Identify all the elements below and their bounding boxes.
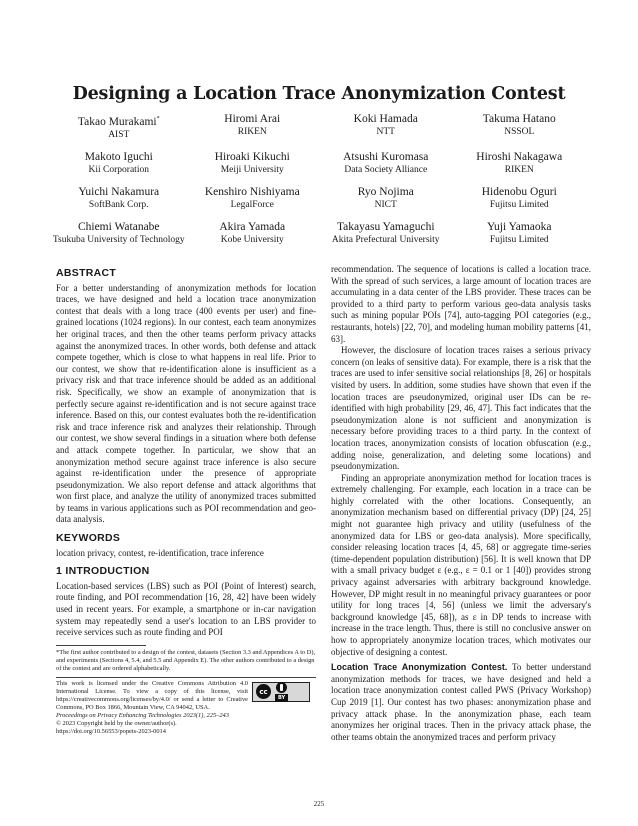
author-name: Takao Murakami: [77, 115, 157, 128]
copyright-line: © 2023 Copyright held by the owner/author(s).: [56, 719, 177, 727]
author: [186, 113, 320, 142]
author-affiliation: RIKEN: [237, 127, 267, 137]
keywords-text: location privacy, contest, re-identification, trace inference: [56, 547, 264, 558]
author-row: [52, 151, 586, 177]
left-column: [56, 264, 316, 736]
author: [453, 113, 587, 142]
footnote: *The first author contributed to a design of the contest, datasets (Section 3.3 and Appendices A to D), and experiments (Sections 4, 5.4, and 5.5 and Appendix E). The other authors contributed to a design of the contest and are ordered alphabetically.: [56, 648, 316, 672]
author: [319, 221, 453, 247]
author-affiliation: Kii Corporation: [88, 164, 149, 175]
body-paragraph: However, the disclosure of location traces raises a serious privacy concern (on leaks of sensitive data). For example, there is a risk that the traces are used to infer sensitive social relationships [8, 26] or hospitals visited by users. In addition, some studies have shown that even if the location traces are pseudonymized, original user IDs can be re-identified with high probability [29, 46, 47]. This fact indicates that the pseudonymization alone is not sufficient and anonymization is necessary before providing traces to a third party. In the context of location traces, anonymization consists of location obfuscation (e.g., adding noise, generalization, and deleting some locations) and pseudonymization.: [331, 345, 591, 472]
author-row: [52, 113, 586, 142]
author-affiliation: Kobe University: [220, 234, 284, 245]
introduction-paragraph: Location-based services (LBS) such as POI (Point of Interest) search, route finding, and POI recommendation [16, 28, 42] have been widely used in recent years. For example, a smartphone or in-car navigation system may repeatedly send a user's location to an LBS provider to receive services such as route finding and POI: [56, 580, 316, 638]
author-name: Takayasu Yamaguchi: [336, 220, 435, 233]
license-block: [56, 677, 316, 736]
author: [453, 186, 587, 212]
footnote-divider: [56, 645, 146, 646]
by-label: BY: [275, 694, 288, 702]
author: [319, 186, 453, 212]
license-text: This work is licensed under the Creative Commons Attribution 4.0 International License. To view a copy of this license, visit https://creativecommons.org/licenses/by/4.0/ or send a letter to Creative Commons, PO Box 1866, Mountain View, CA 94042, USA.: [56, 679, 248, 711]
author-affiliation: Tsukuba University of Technology: [52, 234, 185, 245]
author-name: Hiroaki Kikuchi: [214, 150, 290, 163]
creative-commons-icon: cc: [256, 684, 271, 699]
author-name: Takuma Hatano: [482, 113, 556, 125]
run-in-heading: Location Trace Anonymization Contest.: [331, 662, 508, 673]
author-affiliation: NTT: [376, 127, 395, 137]
author-name: Hiroshi Nakagawa: [476, 150, 563, 163]
introduction-heading: 1 INTRODUCTION: [56, 565, 150, 578]
doi-link[interactable]: https://doi.org/10.56553/popets-2023-0014: [56, 727, 166, 735]
author-affiliation: AIST: [108, 129, 130, 140]
author: [52, 113, 186, 142]
author-name: Akira Yamada: [219, 220, 286, 233]
author: [186, 186, 320, 212]
contest-paragraph: [331, 662, 591, 743]
journal-line: Proceedings on Privacy Enhancing Technologies 2023(1), 225–243: [56, 711, 229, 719]
keywords-heading: KEYWORDS: [56, 532, 121, 545]
author-affiliation: SoftBank Corp.: [88, 199, 149, 210]
author: [52, 221, 186, 247]
author: [52, 151, 186, 177]
author-mark: *: [156, 116, 160, 122]
author-name: Kenshiro Nishiyama: [204, 185, 300, 198]
author-affiliation: Data Society Alliance: [344, 164, 428, 175]
cc-by-badge: [252, 682, 310, 702]
page-number: 225: [313, 800, 325, 808]
author: [319, 113, 453, 142]
author-affiliation: Meiji University: [220, 164, 284, 175]
abstract-text: For a better understanding of anonymization methods for location traces, we have designed and held a location trace anonymization contest that deals with a long trace (400 events per user) and fine-grained locations (1024 regions). In our contest, each team anonymizes her original traces, and then the other teams perform privacy attacks against the anonymized traces. In other words, both defense and attack compete together, which is close to what happens in real life. Prior to our contest, we show that re-identification alone is insufficient as a privacy risk and that trace inference should be added as an additional risk. Specifically, we show an example of anonymization that is perfectly secure against re-identification and is not secure against trace inference. Based on this, our contest evaluates both the re-identification risk and trace inference risk and analyzes their relationship. Through our contest, we show several findings in a situation where both defense and attack compete together. In particular, we show that an anonymization method secure against trace inference is also secure against re-identification under the presence of appropriate pseudonymization. We also report defense and attack algorithms that won first place, and analyze the utility of anonymized traces submitted by teams in various applications such as POI recommendation and geo-data analysis.: [56, 282, 316, 525]
body-paragraph: Finding an appropriate anonymization method for location traces is extremely challenging. For example, each location in a trace can be highly correlated with the other locations. Consequently, an anonymization mechanism based on differential privacy (DP) [24, 25] might not guarantee high privacy and utility (usefulness of the anonymized data for LBS or geo-data analysis). More specifically, consider releasing location traces [4, 45, 68] or aggregate time-series (time-dependent population distribution) [56]. It is well known that DP with a small privacy budget ε (e.g., ε = 0.1 or 1 [40]) provides strong privacy against adversaries with arbitrary background knowledge. However, DP might result in no meaningful privacy guarantees or poor utility for long traces [4, 56] (unless we limit the adversary's background knowledge [45, 68]), as ε in DP tends to increase with increase in the trace length. Thus, there is still no conclusive answer on how to appropriately anonymize location traces, which motivates our objective of designing a contest.: [331, 472, 591, 657]
author-affiliation: LegalForce: [230, 199, 274, 210]
right-column: [331, 264, 591, 743]
author-row: [52, 221, 586, 247]
author-affiliation: RIKEN: [504, 164, 534, 175]
author-affiliation: Akita Prefectural University: [331, 234, 440, 245]
author: [186, 151, 320, 177]
author-row: [52, 186, 586, 212]
author-name: Hidenobu Oguri: [481, 185, 557, 198]
author-affiliation: Fujitsu Limited: [489, 199, 549, 210]
author-name: Hiromi Arai: [224, 113, 281, 125]
author-name: Koki Hamada: [353, 113, 418, 125]
author-affiliation: Fujitsu Limited: [489, 234, 549, 245]
author-name: Chiemi Watanabe: [77, 220, 160, 233]
abstract-heading: ABSTRACT: [56, 267, 117, 279]
author: [186, 221, 320, 247]
attribution-icon: [275, 682, 288, 702]
author: [453, 221, 587, 247]
author-name: Yuji Yamaoka: [486, 220, 552, 233]
author-affiliation: NSSOL: [504, 127, 535, 137]
person-icon: [276, 682, 287, 693]
author-block: [52, 113, 586, 256]
author-name: Makoto Iguchi: [84, 150, 153, 163]
author-affiliation: NICT: [374, 199, 397, 210]
contest-text: To better understand anonymization methods for traces, we have designed and held a location trace anonymization contest called PWS (Privacy Workshop) Cup 2019 [1]. Our contest has two phases: anonymization phase and privacy attack phase. In the anonymization phase, each team anonymizes her original traces. Then in the privacy attack phase, the other teams obtain the anonymized traces and perform privacy: [331, 662, 591, 742]
author: [319, 151, 453, 177]
author-name: Yuichi Nakamura: [78, 185, 160, 198]
author: [52, 186, 186, 212]
author-name: Ryo Nojima: [357, 185, 414, 198]
author-name: Atsushi Kuromasa: [343, 150, 429, 163]
paper-title: Designing a Location Trace Anonymization Contest: [72, 84, 566, 104]
author: [453, 151, 587, 177]
body-paragraph: recommendation. The sequence of locations is called a location trace. With the spread of such services, a large amount of location traces are accumulating in a data center of the LBS provider. These traces can be provided to a third party to perform various geo-data analysis tasks such as mining popular POIs [74], auto-tagging POI categories (e.g., restaurants, hotels) [22, 70], and modeling human mobility patterns [41, 63].: [331, 264, 591, 344]
